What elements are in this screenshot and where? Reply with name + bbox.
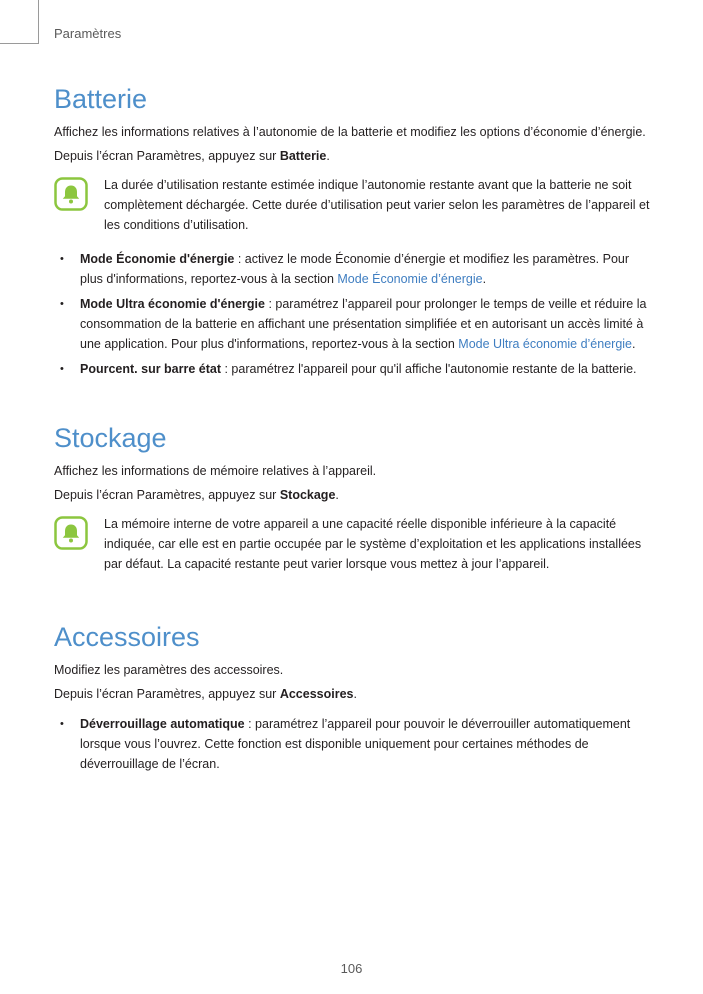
stockage-intro: Affichez les informations de mémoire relatives à l’appareil. [54, 464, 377, 478]
list-item: • Mode Économie d'énergie : activez le mode Économie d’énergie et modifiez les paramètres. Pour plus d'informations, reportez-vous à la section Mode Économie d’énergie. [60, 252, 630, 286]
accessoires-path-target: Accessoires [279, 687, 354, 701]
link-mode-economie[interactable]: Mode Économie d’énergie [337, 272, 483, 286]
section-title-batterie: Batterie [54, 84, 148, 114]
corner-mark-horizontal [0, 43, 39, 44]
section-title-accessoires: Accessoires [54, 622, 200, 652]
stockage-path: Depuis l’écran Paramètres, appuyez sur Stockage. [54, 488, 339, 502]
section-stockage [54, 421, 654, 574]
section-title-stockage: Stockage [54, 423, 167, 453]
accessoires-intro: Modifiez les paramètres des accessoires. [54, 663, 284, 677]
bell-icon [54, 516, 88, 550]
accessoires-path: Depuis l’écran Paramètres, appuyez sur Accessoires. [54, 687, 357, 701]
batterie-intro: Affichez les informations relatives à l’autonomie de la batterie et modifiez les options d’économie d’énergie. [54, 125, 646, 139]
corner-mark-vertical [38, 0, 39, 44]
note-batterie-text: La durée d’utilisation restante estimée indique l’autonomie restante avant que la batterie ne soit complètement déchargée. Cette durée d’utilisation peut varier selon les paramètres de l’appareil et les conditions d’utilisation. [104, 178, 650, 232]
page-number: 106 [340, 961, 363, 976]
stockage-path-target: Stockage [279, 488, 336, 502]
note-stockage-text: La mémoire interne de votre appareil a une capacité réelle disponible inférieure à la capacité indiquée, car elle est en partie occupée par le système d’exploitation et les applications installées par défaut. La capacité restante peut varier lorsque vous mettez à jour l’appareil. [104, 517, 642, 571]
page-content [54, 82, 654, 779]
batterie-path-target: Batterie [279, 149, 327, 163]
list-item: • Mode Ultra économie d'énergie : paramétrez l’appareil pour prolonger le temps de veille et réduire la consommation de la batterie en affichant une présentation simplifiée et en autorisant un accès limité à une application. Pour plus d'informations, reportez-vous à la section Mode Ultra économie d’énergie. [60, 297, 647, 351]
note-batterie [54, 175, 654, 235]
batterie-options-list [54, 249, 654, 379]
batterie-path: Depuis l’écran Paramètres, appuyez sur Batterie. [54, 149, 330, 163]
section-accessoires [54, 620, 654, 774]
list-item: • Déverrouillage automatique : paramétrez l’appareil pour pouvoir le déverrouiller automatiquement lorsque vous l’ouvrez. Cette fonction est disponible uniquement pour certaines méthodes de déverrouillage de l’écran. [60, 717, 631, 771]
section-batterie [54, 82, 654, 379]
note-stockage [54, 514, 654, 574]
accessoires-options-list [54, 714, 654, 774]
link-mode-ultra-economie[interactable]: Mode Ultra économie d’énergie [458, 337, 633, 351]
bell-icon [54, 177, 88, 211]
running-head: Paramètres [54, 26, 122, 41]
list-item: • Pourcent. sur barre état : paramétrez l'appareil pour qu'il affiche l'autonomie restante de la batterie. [60, 362, 637, 376]
